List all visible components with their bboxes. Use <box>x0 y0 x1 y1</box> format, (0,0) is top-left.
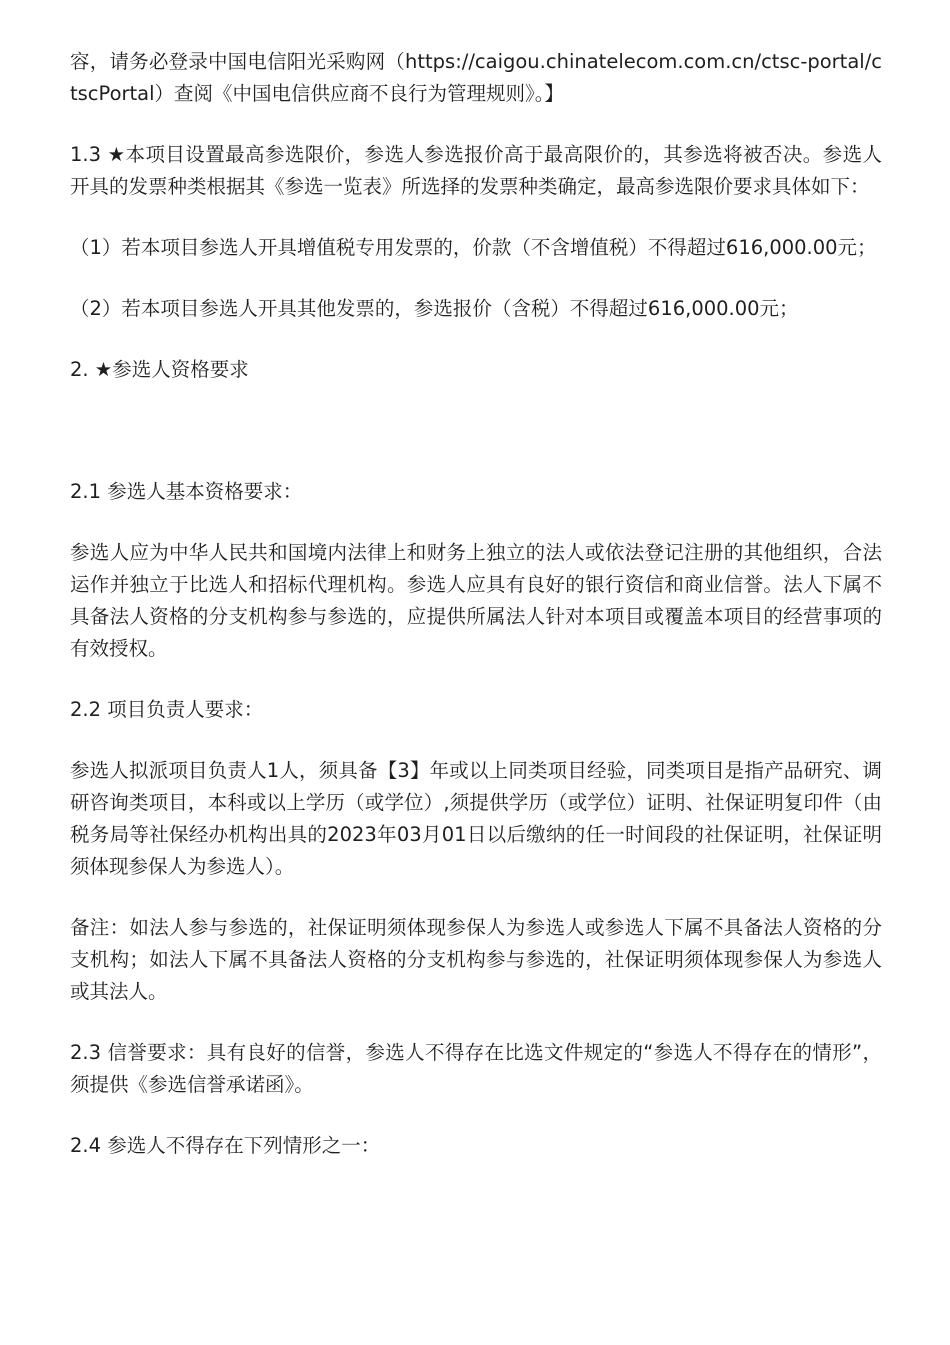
paragraph-price-limit-other-invoice: （2）若本项目参选人开具其他发票的，参选报价（含税）不得超过616,000.00元； <box>70 297 799 320</box>
paragraph-2-3-credit-requirement: 2.3 信誉要求：具有良好的信誉，参选人不得存在比选文件规定的“参选人不得存在的情形”，须提供《参选信誉承诺函》。 <box>70 1041 882 1096</box>
document-body <box>70 46 882 1162</box>
heading-2-qualification-requirements: 2. ★参选人资格要求 <box>70 358 249 381</box>
paragraph-basic-qualification: 参选人应为中华人民共和国境内法律上和财务上独立的法人或依法登记注册的其他组织，合法运作并独立于比选人和招标代理机构。参选人应具有良好的银行资信和商业信誉。法人下属不具备法人资格的分支机构参与参选的，应提供所属法人针对本项目或覆盖本项目的经营事项的有效授权。 <box>70 541 882 660</box>
heading-2-2-project-leader: 2.2 项目负责人要求： <box>70 698 264 721</box>
paragraph-remark-social-security: 备注：如法人参与参选的，社保证明须体现参保人为参选人或参选人下属不具备法人资格的分支机构；如法人下属不具备法人资格的分支机构参与参选的，社保证明须体现参保人为参选人或其法人。 <box>70 916 882 1003</box>
paragraph-price-limit-vat-invoice: （1）若本项目参选人开具增值税专用发票的，价款（不含增值税）不得超过616,000.00元； <box>70 236 877 259</box>
paragraph-continuation-notice: 容，请务必登录中国电信阳光采购网（https://caigou.chinatelecom.com.cn/ctsc-portal/ctscPortal）查阅《中国电信供应商不良行为管理规则》。】 <box>70 50 882 105</box>
paragraph-1-3-price-limit: 1.3 ★本项目设置最高参选限价，参选人参选报价高于最高限价的，其参选将被否决。参选人开具的发票种类根据其《参选一览表》所选择的发票种类确定，最高参选限价要求具体如下： <box>70 143 882 198</box>
heading-2-4-prohibited-circumstances: 2.4 参选人不得存在下列情形之一： <box>70 1134 381 1157</box>
heading-2-1-basic-qualification: 2.1 参选人基本资格要求： <box>70 480 303 503</box>
paragraph-project-leader-requirement: 参选人拟派项目负责人1人，须具备【3】年或以上同类项目经验，同类项目是指产品研究、调研咨询类项目，本科或以上学历（或学位）,须提供学历（或学位）证明、社保证明复印件（由税务局等社保经办机构出具的2023年03月01日以后缴纳的任一时间段的社保证明，社保证明须体现参保人为参选人）。 <box>70 759 882 878</box>
